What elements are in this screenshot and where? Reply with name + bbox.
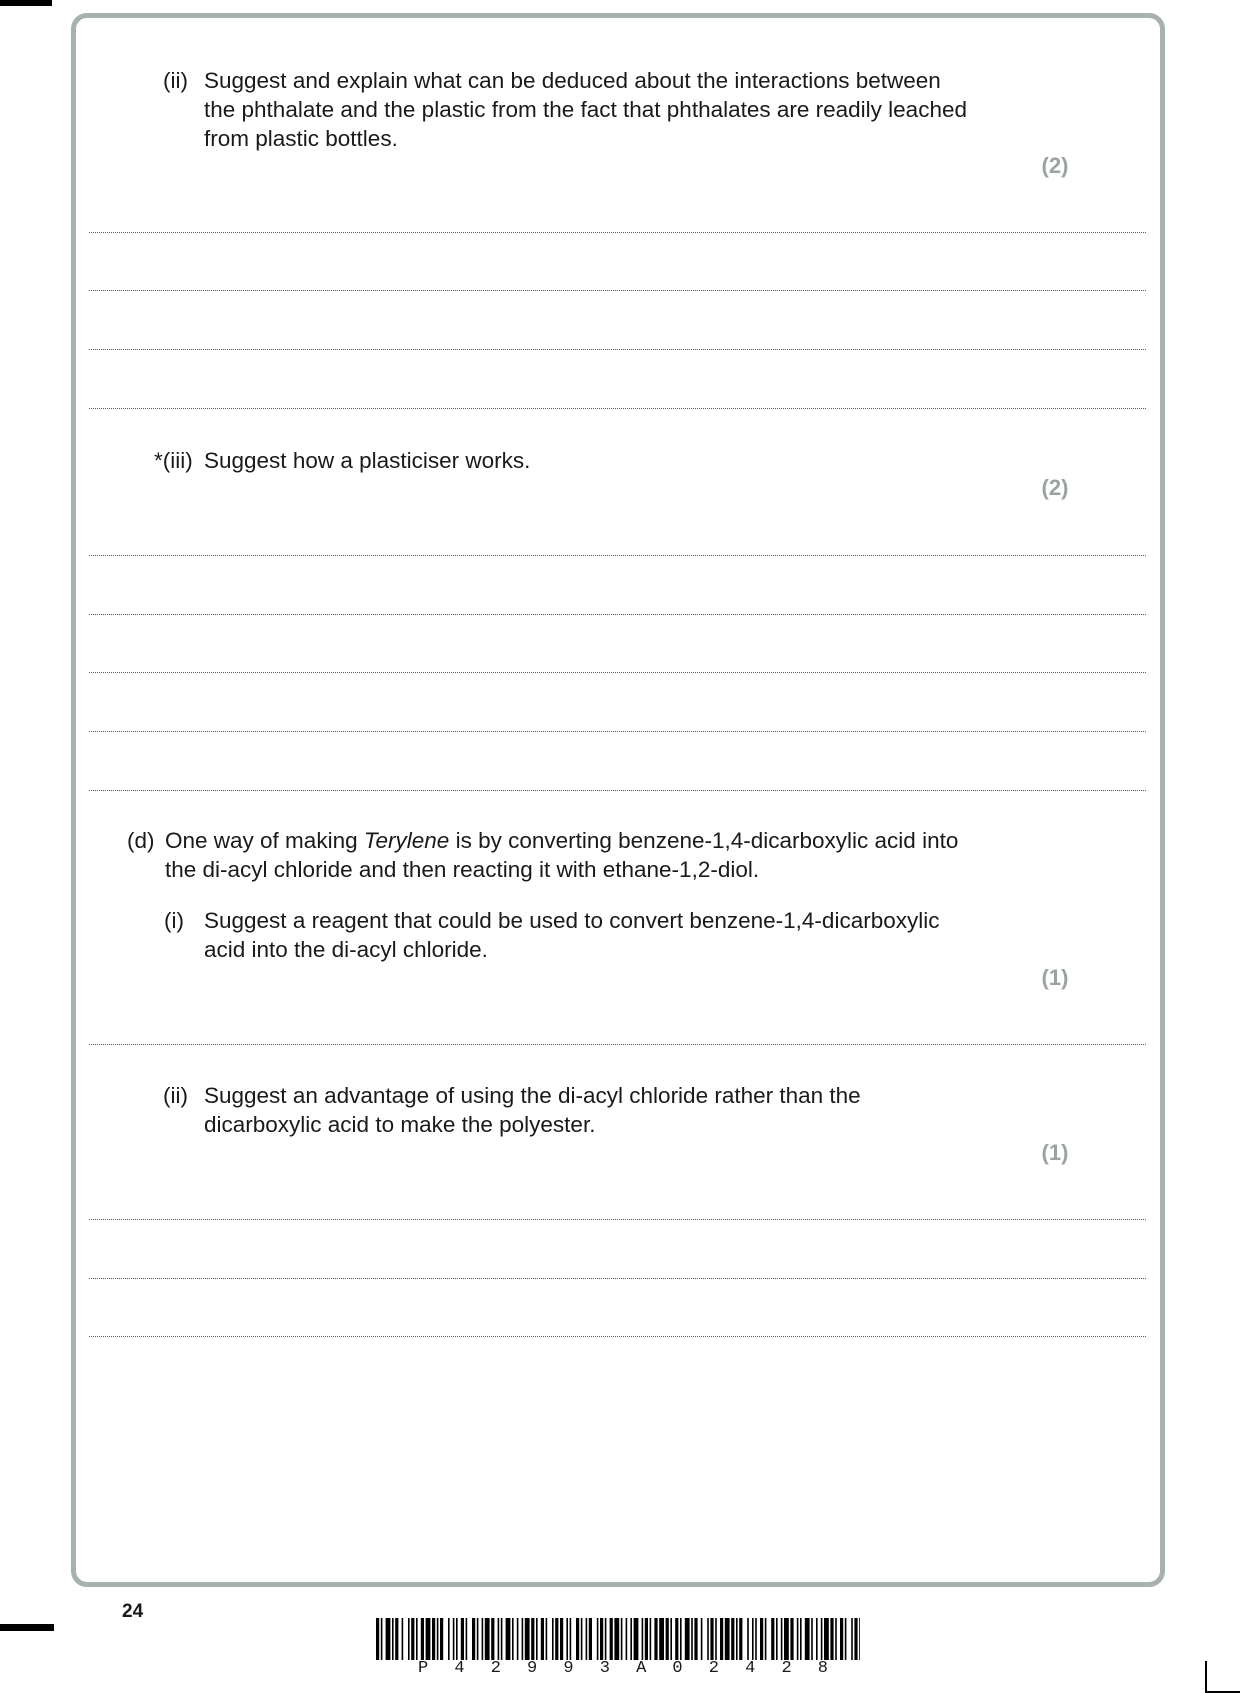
barcode-bar [816, 1618, 818, 1660]
barcode-bar [541, 1618, 544, 1660]
barcode-bar [432, 1618, 435, 1660]
corner-mark-bottom-right [1205, 1661, 1240, 1693]
barcode-bar [715, 1618, 717, 1660]
question-label-d: (d) [127, 828, 155, 853]
barcode-bar [691, 1618, 693, 1660]
barcode-bar [440, 1618, 443, 1660]
answer-line[interactable] [89, 672, 1146, 673]
barcode-bar [597, 1618, 599, 1660]
barcode-char: 4 [745, 1659, 756, 1678]
answer-line[interactable] [89, 1219, 1146, 1220]
question-text-c-ii: Suggest and explain what can be deduced about the interactions between the phthalate and the plastic from the fact that phthalates are readily leached from plastic bottles. [204, 68, 967, 151]
barcode-bar [517, 1618, 519, 1660]
barcode-bar [840, 1618, 843, 1660]
barcode-bar [654, 1618, 657, 1660]
question-label-d-i: (i) [164, 908, 184, 933]
barcode-bar [630, 1618, 632, 1660]
answer-line[interactable] [89, 349, 1146, 350]
barcode-bar [851, 1618, 853, 1660]
barcode-bar [645, 1618, 648, 1660]
barcode-char: A [636, 1659, 647, 1678]
answer-line[interactable] [89, 408, 1146, 409]
barcode-bar [437, 1618, 439, 1660]
barcode-char: 9 [527, 1659, 538, 1678]
barcode-bar [605, 1618, 607, 1660]
barcode-bar [576, 1618, 579, 1660]
barcode-bar [552, 1618, 554, 1660]
barcode-bar [781, 1618, 783, 1660]
question-text-d-ii: Suggest an advantage of using the di-acyl chloride rather than the dicarboxylic acid to make the polyester. [204, 1083, 861, 1137]
barcode-bar [626, 1618, 628, 1660]
barcode-char: 2 [708, 1659, 719, 1678]
terylene-italic: Terylene [363, 828, 450, 853]
marks-c-iii: (2) [1041, 475, 1069, 500]
barcode-bar [491, 1618, 494, 1660]
barcode-bar [755, 1618, 757, 1660]
barcode-bar [675, 1618, 678, 1660]
barcode-bar [760, 1618, 763, 1660]
barcode-bar [408, 1618, 410, 1660]
answer-line[interactable] [89, 1336, 1146, 1337]
barcode-bar [546, 1618, 548, 1660]
barcode-bar [784, 1618, 789, 1660]
barcode-bar [800, 1618, 802, 1660]
barcode-bar [650, 1618, 652, 1660]
answer-line[interactable] [89, 1044, 1146, 1045]
question-label-c-iii: *(iii) [154, 448, 193, 473]
barcode-bar [395, 1618, 398, 1660]
barcode-bar [776, 1618, 778, 1660]
barcode-bar [811, 1618, 813, 1660]
barcode-bar [411, 1618, 414, 1660]
barcode-bar [670, 1618, 672, 1660]
corner-mark-top [0, 0, 52, 6]
barcode-bar [821, 1618, 823, 1660]
question-label-c-ii: (ii) [163, 68, 188, 93]
barcode-text [418, 1659, 828, 1678]
barcode-bar [381, 1618, 383, 1660]
barcode-bar [461, 1618, 464, 1660]
barcode-bar [477, 1618, 479, 1660]
barcode-bar [566, 1618, 568, 1660]
barcode-bar [560, 1618, 563, 1660]
barcode-bar [531, 1618, 534, 1660]
barcode-bar [589, 1618, 592, 1660]
barcode-bar [830, 1618, 833, 1660]
barcode-bar [402, 1618, 404, 1660]
barcode-bar [536, 1618, 538, 1660]
answer-line[interactable] [89, 290, 1146, 291]
barcode-bar [600, 1618, 603, 1660]
barcode-char: 2 [781, 1659, 792, 1678]
barcode-bar [581, 1618, 583, 1660]
question-label-d-ii: (ii) [163, 1083, 188, 1108]
barcode-bar [392, 1618, 394, 1660]
barcode-bar [680, 1618, 682, 1660]
barcode-bar [659, 1618, 664, 1660]
barcode-char: 9 [563, 1659, 574, 1678]
marks-d-ii: (1) [1041, 1140, 1069, 1165]
barcode-bar [376, 1618, 379, 1660]
barcode-bar [426, 1618, 431, 1660]
answer-line[interactable] [89, 731, 1146, 732]
barcode-bar [456, 1618, 458, 1660]
barcode-bar [485, 1618, 490, 1660]
barcode-bar [805, 1618, 810, 1660]
barcode-bar [824, 1618, 829, 1660]
barcode-bar [506, 1618, 511, 1660]
answer-line[interactable] [89, 232, 1146, 233]
barcode-char: 8 [817, 1659, 828, 1678]
barcode-char: 0 [672, 1659, 683, 1678]
barcode-bar [525, 1618, 530, 1660]
barcode-bar [501, 1618, 503, 1660]
barcode [376, 1618, 860, 1660]
barcode-bar [725, 1618, 730, 1660]
barcode-bar [845, 1618, 847, 1660]
answer-line[interactable] [89, 614, 1146, 615]
barcode-bar [472, 1618, 475, 1660]
barcode-bar [720, 1618, 723, 1660]
barcode-bar [739, 1618, 742, 1660]
barcode-bar [790, 1618, 793, 1660]
barcode-bar [859, 1618, 860, 1660]
barcode-bar [835, 1618, 837, 1660]
barcode-bar [736, 1618, 738, 1660]
answer-line[interactable] [89, 790, 1146, 791]
barcode-bar [747, 1618, 749, 1660]
barcode-char: 4 [454, 1659, 465, 1678]
barcode-bar [586, 1618, 588, 1660]
barcode-bar [555, 1618, 558, 1660]
barcode-bar [731, 1618, 734, 1660]
marks-c-ii: (2) [1041, 153, 1069, 178]
answer-line[interactable] [89, 555, 1146, 556]
barcode-bar [797, 1618, 799, 1660]
corner-mark-bottom-left [0, 1624, 54, 1631]
barcode-bar [634, 1618, 639, 1660]
barcode-bar [416, 1618, 418, 1660]
barcode-bar [621, 1618, 623, 1660]
barcode-bar [666, 1618, 669, 1660]
barcode-bar [498, 1618, 500, 1660]
barcode-bar [752, 1618, 754, 1660]
barcode-bar [642, 1618, 644, 1660]
answer-line[interactable] [89, 1278, 1146, 1279]
barcode-bar [522, 1618, 524, 1660]
barcode-bar [570, 1618, 572, 1660]
barcode-bar [466, 1618, 468, 1660]
barcode-bar [610, 1618, 613, 1660]
question-text-c-iii: Suggest how a plasticiser works. [204, 448, 531, 473]
barcode-bar [694, 1618, 697, 1660]
question-text-d: One way of making Terylene is by converting benzene-1,4-dicarboxylic acid into the di-acyl chloride and then reacting it with ethane-1,2-diol. [165, 828, 959, 882]
barcode-bar [771, 1618, 774, 1660]
barcode-bar [765, 1618, 767, 1660]
barcode-bar [854, 1618, 857, 1660]
barcode-bar [453, 1618, 455, 1660]
barcode-bar [685, 1618, 690, 1660]
barcode-bar [707, 1618, 709, 1660]
question-text-d-i: Suggest a reagent that could be used to convert benzene-1,4-dicarboxylic acid into the di-acyl chloride. [204, 908, 940, 962]
barcode-char: 3 [599, 1659, 610, 1678]
answer-frame [71, 13, 1165, 1587]
barcode-bar [512, 1618, 514, 1660]
barcode-bar [710, 1618, 713, 1660]
barcode-bar [421, 1618, 424, 1660]
barcode-bar [701, 1618, 703, 1660]
barcode-char: P [418, 1659, 429, 1678]
marks-d-i: (1) [1041, 965, 1069, 990]
barcode-bar [614, 1618, 619, 1660]
page-number: 24 [122, 1601, 144, 1622]
barcode-bar [386, 1618, 391, 1660]
barcode-bar [482, 1618, 484, 1660]
barcode-char: 2 [490, 1659, 501, 1678]
barcode-bar [448, 1618, 450, 1660]
